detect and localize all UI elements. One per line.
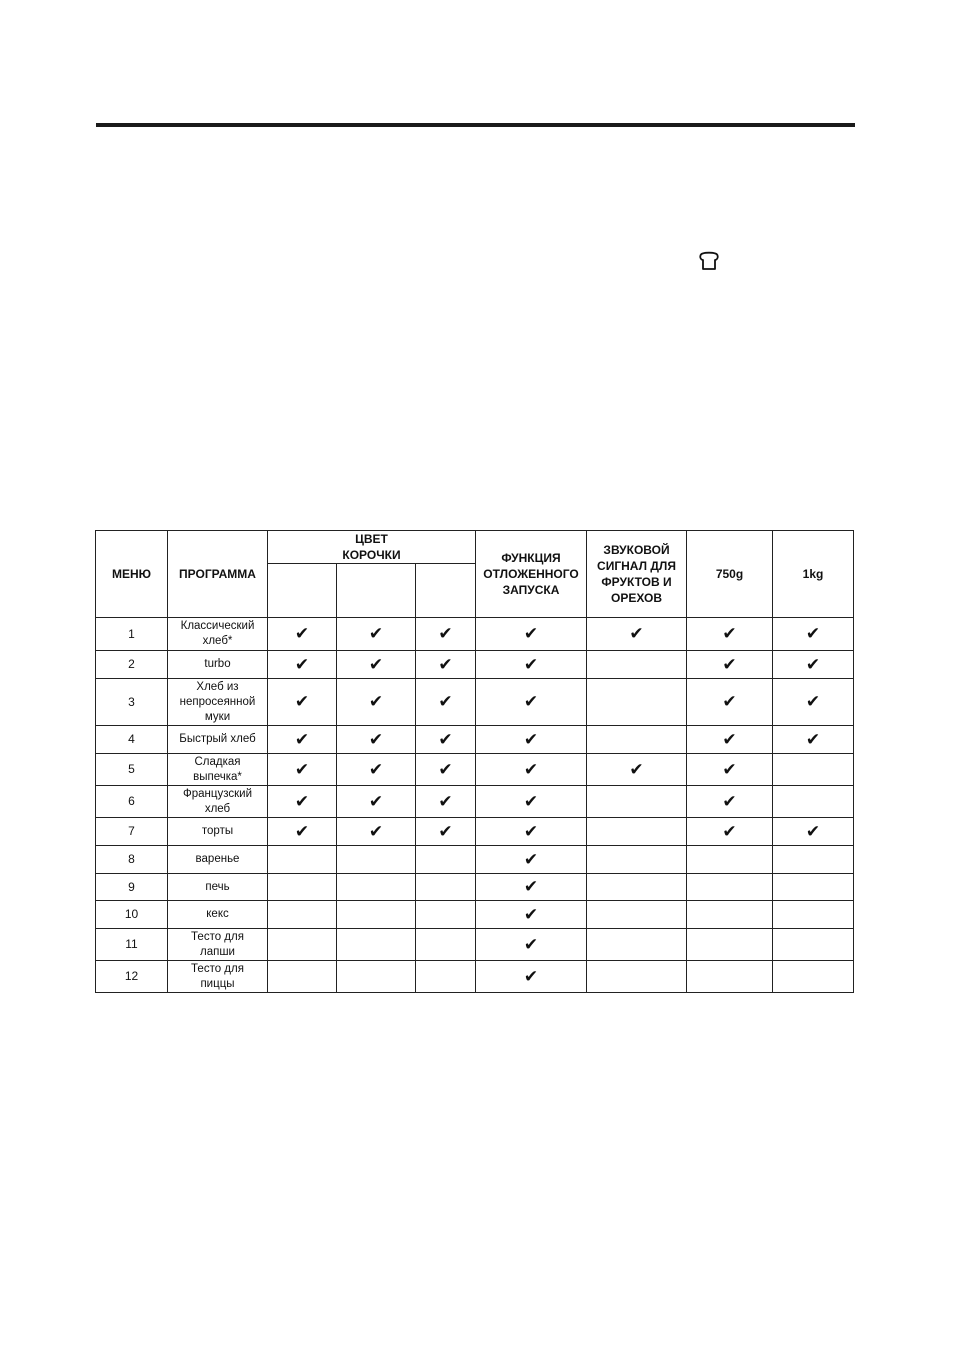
program-name-line: Быстрый хлеб: [179, 733, 256, 745]
check-mark-icon: ✔: [476, 874, 587, 901]
table-row: [96, 754, 854, 786]
program-name-line: Хлеб из: [196, 680, 239, 693]
header-beep-signal: ЗВУКОВОЙ СИГНАЛ ДЛЯ ФРУКТОВ И ОРЕХОВ: [587, 531, 687, 618]
check-mark-icon: ✔: [773, 679, 854, 726]
empty-cell: [337, 961, 416, 993]
check-mark-icon: ✔: [476, 846, 587, 874]
empty-cell: [773, 786, 854, 818]
check-mark-icon: ✔: [337, 618, 416, 651]
program-name-line: Сладкая: [194, 755, 241, 768]
check-mark-icon: ✔: [687, 651, 773, 679]
empty-cell: [268, 901, 337, 929]
check-mark-icon: ✔: [416, 726, 476, 754]
check-mark-icon: ✔: [268, 618, 337, 651]
program-name-line: Тесто для: [191, 962, 244, 975]
check-mark-icon: ✔: [416, 818, 476, 846]
program-name: [168, 929, 268, 961]
menu-number: 1: [96, 618, 168, 651]
check-mark-icon: ✔: [268, 651, 337, 679]
check-mark-icon: ✔: [687, 618, 773, 651]
program-name-line: хлеб: [204, 802, 231, 815]
check-mark-icon: ✔: [773, 726, 854, 754]
program-name: [168, 754, 268, 786]
table-row: [96, 786, 854, 818]
menu-number: 7: [96, 818, 168, 846]
empty-cell: [773, 929, 854, 961]
empty-cell: [687, 874, 773, 901]
empty-cell: [587, 786, 687, 818]
program-name: [168, 726, 268, 754]
check-mark-icon: ✔: [337, 726, 416, 754]
program-name-line: муки: [204, 710, 231, 723]
check-mark-icon: ✔: [476, 726, 587, 754]
check-mark-icon: ✔: [476, 929, 587, 961]
check-mark-icon: ✔: [476, 818, 587, 846]
program-table: [95, 530, 854, 993]
table-row: [96, 618, 854, 651]
menu-number: 8: [96, 846, 168, 874]
program-name-line: непросеянной: [179, 695, 256, 708]
header-crust-color: ЦВЕТ КОРОЧКИ: [268, 531, 476, 564]
program-name-line: торты: [201, 825, 234, 837]
table-row: [96, 929, 854, 961]
menu-number: 2: [96, 651, 168, 679]
top-rule: [96, 123, 855, 127]
check-mark-icon: ✔: [416, 618, 476, 651]
program-name-line: кекс: [206, 908, 229, 920]
program-name-line: лапши: [200, 945, 235, 958]
check-mark-icon: ✔: [476, 679, 587, 726]
empty-cell: [587, 679, 687, 726]
header-750g: 750g: [687, 531, 773, 618]
empty-cell: [587, 726, 687, 754]
header-delay-start: ФУНКЦИЯ ОТЛОЖЕННОГО ЗАПУСКА: [476, 531, 587, 618]
check-mark-icon: ✔: [476, 786, 587, 818]
menu-number: 4: [96, 726, 168, 754]
program-name: [168, 818, 268, 846]
check-mark-icon: ✔: [337, 651, 416, 679]
program-name: [168, 651, 268, 679]
menu-number: 3: [96, 679, 168, 726]
header-program: ПРОГРАММА: [168, 531, 268, 618]
program-name-line: Тесто для: [191, 930, 244, 943]
check-mark-icon: ✔: [687, 726, 773, 754]
check-mark-icon: ✔: [337, 818, 416, 846]
check-mark-icon: ✔: [476, 651, 587, 679]
program-name-line: Классический: [180, 620, 255, 632]
check-mark-icon: ✔: [687, 786, 773, 818]
check-mark-icon: ✔: [587, 618, 687, 651]
check-mark-icon: ✔: [773, 651, 854, 679]
empty-cell: [773, 846, 854, 874]
check-mark-icon: ✔: [587, 754, 687, 786]
empty-cell: [587, 818, 687, 846]
table-row: [96, 818, 854, 846]
program-name: [168, 961, 268, 993]
check-mark-icon: ✔: [416, 651, 476, 679]
empty-cell: [337, 929, 416, 961]
program-name-line: пиццы: [200, 977, 235, 990]
program-name: [168, 618, 268, 651]
check-mark-icon: ✔: [687, 679, 773, 726]
empty-cell: [687, 929, 773, 961]
check-mark-icon: ✔: [268, 679, 337, 726]
empty-cell: [773, 901, 854, 929]
empty-cell: [687, 961, 773, 993]
empty-cell: [416, 901, 476, 929]
empty-cell: [337, 901, 416, 929]
empty-cell: [773, 961, 854, 993]
empty-cell: [268, 874, 337, 901]
empty-cell: [587, 651, 687, 679]
check-mark-icon: ✔: [268, 754, 337, 786]
header-crust-dark: [416, 564, 476, 618]
empty-cell: [687, 846, 773, 874]
check-mark-icon: ✔: [268, 786, 337, 818]
empty-cell: [687, 901, 773, 929]
empty-cell: [268, 961, 337, 993]
empty-cell: [773, 754, 854, 786]
check-mark-icon: ✔: [476, 754, 587, 786]
check-mark-icon: ✔: [416, 679, 476, 726]
check-mark-icon: ✔: [416, 754, 476, 786]
menu-number: 11: [96, 929, 168, 961]
empty-cell: [587, 874, 687, 901]
menu-number: 5: [96, 754, 168, 786]
menu-number: 6: [96, 786, 168, 818]
table-body: [96, 618, 854, 993]
menu-number: 10: [96, 901, 168, 929]
menu-number: 9: [96, 874, 168, 901]
program-name-line: печь: [205, 880, 230, 893]
header-crust-light: [268, 564, 337, 618]
check-mark-icon: ✔: [416, 786, 476, 818]
check-mark-icon: ✔: [476, 901, 587, 929]
program-name-line: выпечка*: [193, 770, 242, 783]
table-row: [96, 726, 854, 754]
check-mark-icon: ✔: [687, 754, 773, 786]
program-name: [168, 874, 268, 901]
table-row: [96, 901, 854, 929]
program-name-line: варенье: [195, 853, 240, 865]
empty-cell: [587, 961, 687, 993]
table-row: [96, 651, 854, 679]
check-mark-icon: ✔: [773, 818, 854, 846]
check-mark-icon: ✔: [337, 786, 416, 818]
program-name: [168, 679, 268, 726]
empty-cell: [773, 874, 854, 901]
program-name: [168, 846, 268, 874]
program-name-line: хлеб*: [202, 635, 233, 647]
program-name-line: Французский: [183, 787, 252, 800]
empty-cell: [416, 874, 476, 901]
empty-cell: [587, 901, 687, 929]
header-crust-medium: [337, 564, 416, 618]
program-name-line: turbo: [204, 658, 231, 670]
header-menu: МЕНЮ: [96, 531, 168, 618]
check-mark-icon: ✔: [337, 679, 416, 726]
empty-cell: [268, 846, 337, 874]
empty-cell: [337, 846, 416, 874]
empty-cell: [416, 846, 476, 874]
empty-cell: [337, 874, 416, 901]
empty-cell: [587, 846, 687, 874]
check-mark-icon: ✔: [268, 818, 337, 846]
empty-cell: [268, 929, 337, 961]
empty-cell: [416, 929, 476, 961]
check-mark-icon: ✔: [268, 726, 337, 754]
header-1kg: 1kg: [773, 531, 854, 618]
table-row: [96, 874, 854, 901]
table-row: [96, 961, 854, 993]
check-mark-icon: ✔: [773, 618, 854, 651]
table-row: [96, 846, 854, 874]
check-mark-icon: ✔: [476, 618, 587, 651]
check-mark-icon: ✔: [337, 754, 416, 786]
bread-slice-icon: [697, 251, 721, 271]
empty-cell: [416, 961, 476, 993]
program-name: [168, 901, 268, 929]
check-mark-icon: ✔: [476, 961, 587, 993]
program-name: [168, 786, 268, 818]
table-row: [96, 679, 854, 726]
menu-number: 12: [96, 961, 168, 993]
check-mark-icon: ✔: [687, 818, 773, 846]
empty-cell: [587, 929, 687, 961]
